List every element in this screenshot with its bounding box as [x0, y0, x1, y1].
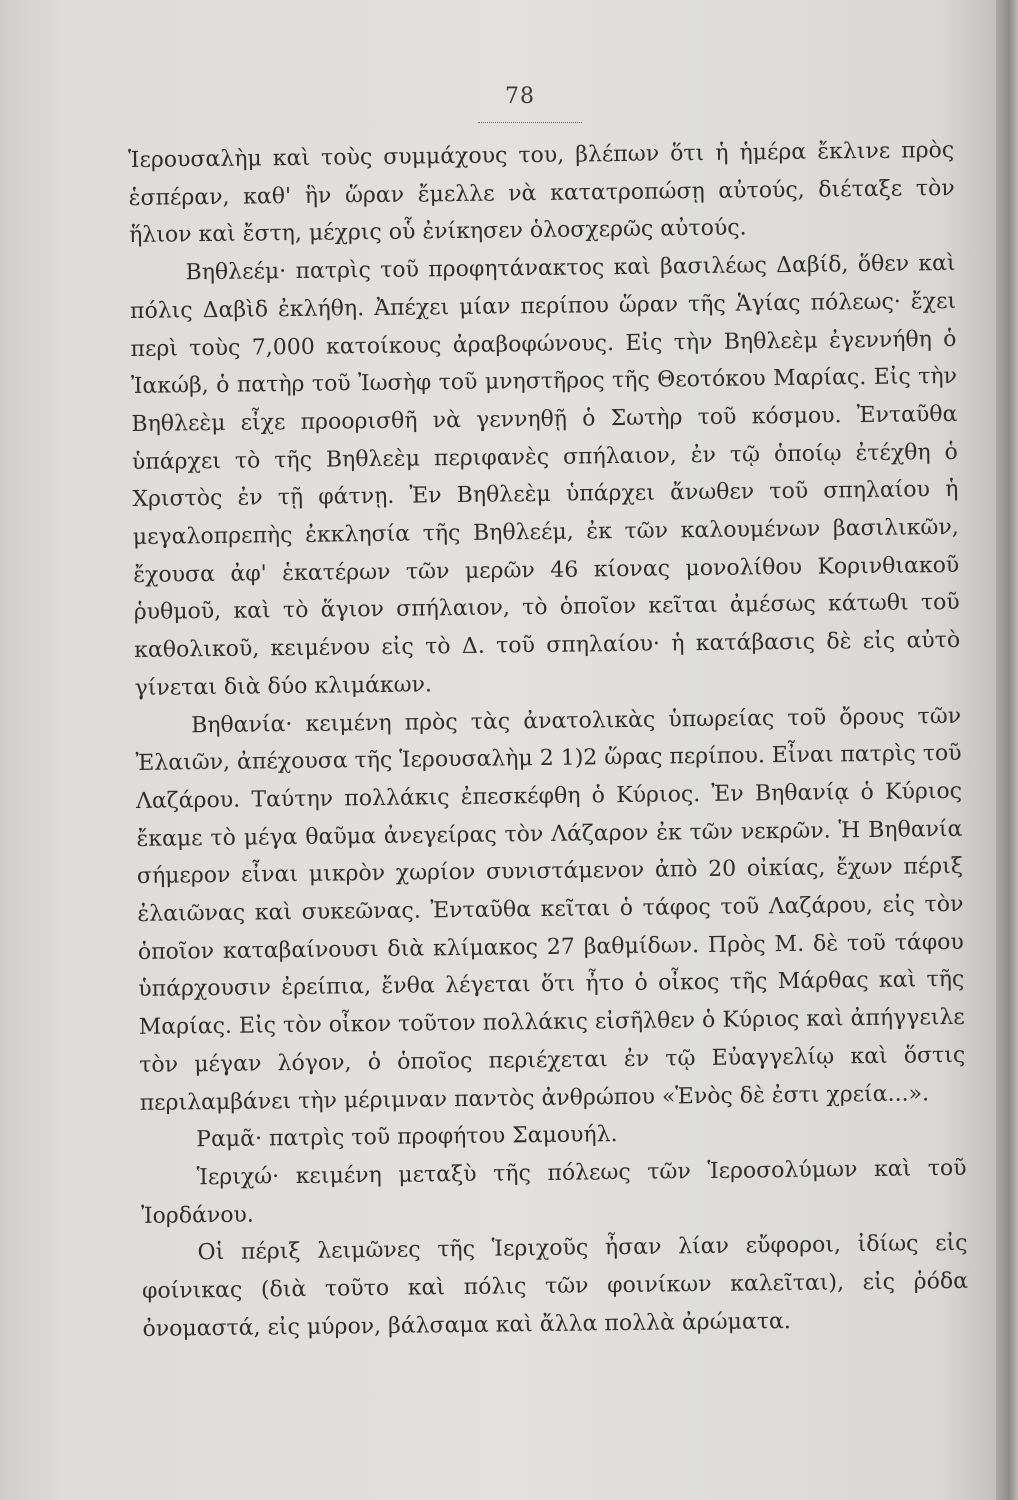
page-edge-shadow — [996, 0, 1018, 1500]
paragraph-bethany: Βηθανία· κειμένη πρὸς τὰς ἀνατολικὰς ὑπωρείας τοῦ ὄρους τῶν Ἐλαιῶν, ἀπέχουσα τῆς Ἱερουσαλὴμ 2 1)2 ὥρας περίπου. Εἶναι πατρὶς τοῦ Λαζάρου. Ταύτην πολλάκις ἐπεσκέφθη ὁ Κύριος. Ἐν Βηθανίᾳ ὁ Κύριος ἔκαμε τὸ μέγα θαῦμα ἀνεγείρας τὸν Λάζαρον ἐκ τῶν νεκρῶν. Ἡ Βηθανία σήμερον εἶναι μικρὸν χωρίον συνιστάμενον ἀπὸ 20 οἰκίας, ἔχων πέριξ ἐλαιῶνας καὶ συκεῶνας. Ἐνταῦθα κεῖται ὁ τάφος τοῦ Λαζάρου, εἰς τὸν ὁποῖον καταβαίνουσι διὰ κλίμακος 27 βαθμίδων. Πρὸς Μ. δὲ τοῦ τάφου ὑπάρχουσιν ἐρείπια, ἔνθα λέγεται ὅτι ἦτο ὁ οἶκος τῆς Μάρθας καὶ τῆς Μαρίας. Εἰς τὸν οἶκον τοῦτον πολλάκις εἰσῆλθεν ὁ Κύριος καὶ ἀπήγγειλε τὸν μέγαν λόγον, ὁ ὁποῖος περιέχεται ἐν τῷ Εὐαγγελίῳ καὶ ὅστις περιλαμβάνει τὴν μέριμναν παντὸς ἀνθρώπου «Ἑνὸς δὲ ἐστι χρεία...». — [135, 703, 966, 1116]
page-number: 78 — [505, 84, 535, 109]
paragraph-bethlehem: Βηθλεέμ· πατρὶς τοῦ προφητάνακτος καὶ βασιλέως Δαβίδ, ὅθεν καὶ πόλις Δαβὶδ ἐκλήθη. Ἀπέχει μίαν περίπου ὥραν τῆς Ἁγίας πόλεως· ἔχει περὶ τοὺς 7,000 κατοίκους ἀραβοφώνους. Εἰς τὴν Βηθλεὲμ ἐγεννήθη ὁ Ἰακώβ, ὁ πατὴρ τοῦ Ἰωσὴφ τοῦ μνηστῆρος τῆς Θεοτόκου Μαρίας. Εἰς τὴν Βηθλεὲμ εἶχε προορισθῆ νὰ γεννηθῇ ὁ Σωτὴρ τοῦ κόσμου. Ἐνταῦθα ὑπάρχει τὸ τῆς Βηθλεὲμ περιφανὲς σπήλαιον, ἐν τῷ ὁποίῳ ἐτέχθη ὁ Χριστὸς ἐν τῇ φάτνῃ. Ἐν Βηθλεὲμ ὑπάρχει ἄνωθεν τοῦ σπηλαίου ἡ μεγαλοπρεπὴς ἐκκλησία τῆς Βηθλεέμ, ἐκ τῶν καλουμένων βασιλικῶν, ἔχουσα ἀφ' ἑκατέρων τῶν μερῶν 46 κίονας μονολίθου Κορινθιακοῦ ῥυθμοῦ, καὶ τὸ ἅγιον σπήλαιον, τὸ ὁποῖον κεῖται ἀμέσως κάτωθι τοῦ καθολικοῦ, κειμένου εἰς τὸ Δ. τοῦ σπηλαίου· ἡ κατάβασις δὲ εἰς αὐτὸ γίνεται διὰ δύο κλιμάκων. — [129, 251, 961, 701]
page-body — [128, 132, 969, 1349]
paragraph-jericho: Ἱεριχώ· κειμένη μεταξὺ τῆς πόλεως τῶν Ἱεροσολύμων καὶ τοῦ Ἰορδάνου. — [140, 1155, 967, 1229]
paragraph-jerusalem-continuation: Ἱερουσαλὴμ καὶ τοὺς συμμάχους του, βλέπων ὅτι ἡ ἡμέρα ἔκλινε πρὸς ἑσπέραν, καθ' ἣν ὥραν ἔμελλε νὰ κατατροπώσῃ αὐτούς, διέταξε τὸν ἥλιον καὶ ἔστη, μέχρις οὗ ἐνίκησεν ὁλοσχερῶς αὐτούς. — [128, 137, 955, 249]
paragraph-jericho-meadows: Οἱ πέριξ λειμῶνες τῆς Ἱεριχοῦς ἦσαν λίαν εὔφοροι, ἰδίως εἰς φοίνικας (διὰ τοῦτο καὶ πόλις τῶν φοινίκων καλεῖται), εἰς ῥόδα ὀνομαστά, εἰς μύρον, βάλσαμα καὶ ἄλλα πολλὰ ἀρώματα. — [141, 1231, 969, 1342]
paragraph-rama: Ραμᾶ· πατρὶς τοῦ προφήτου Σαμουήλ. — [196, 1122, 618, 1153]
header-rule — [478, 122, 582, 123]
